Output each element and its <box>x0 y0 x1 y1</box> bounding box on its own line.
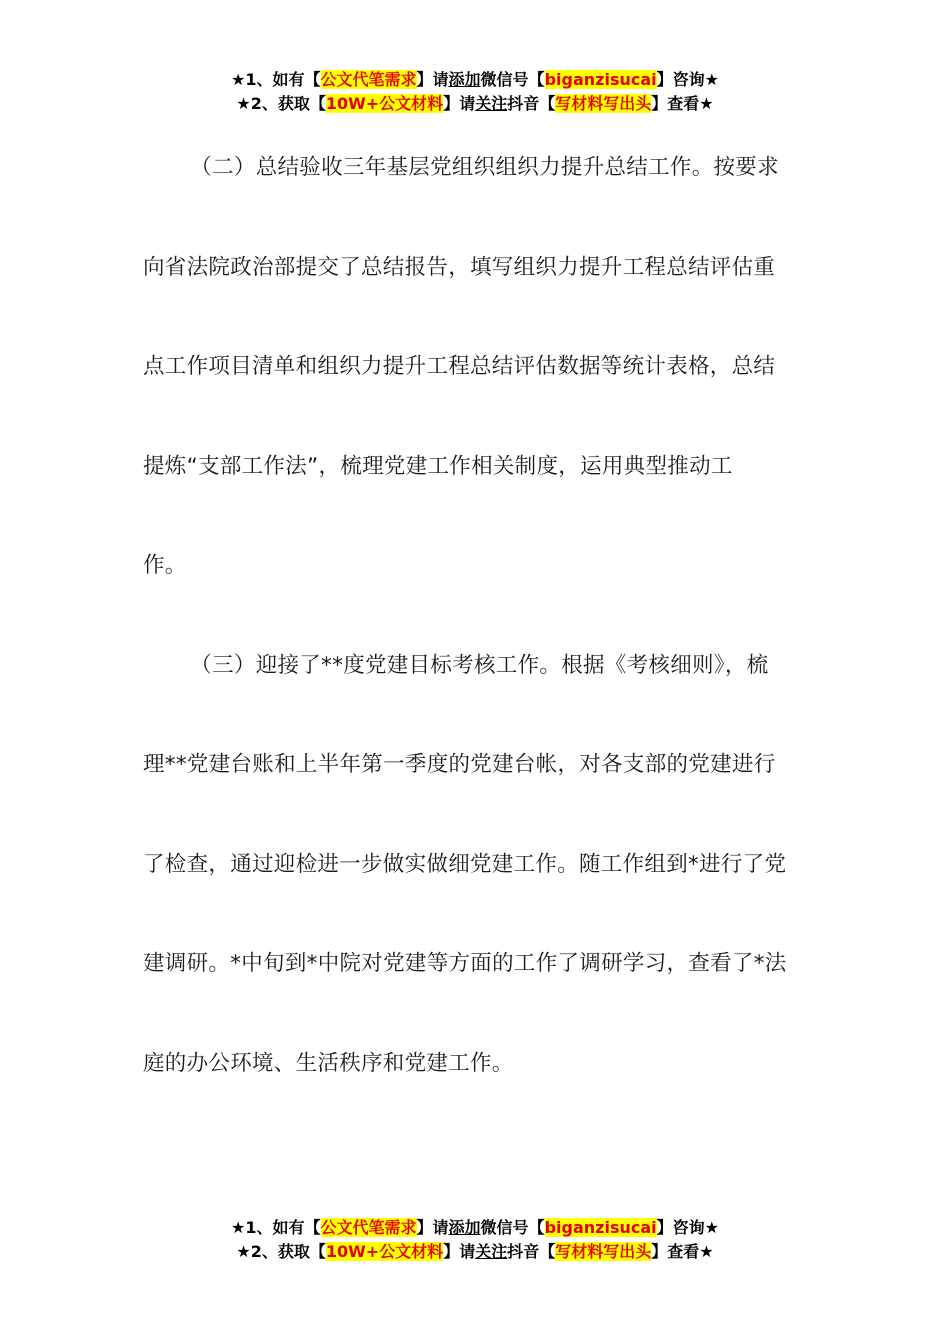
banner-text: ★2、获取【 <box>236 1242 326 1261</box>
banner-text: 】咨询★ <box>656 1218 719 1237</box>
banner-highlight: biganzisucai <box>544 70 657 89</box>
banner-highlight: biganzisucai <box>544 1218 657 1237</box>
banner-highlight: 公文代笔需求 <box>320 70 417 89</box>
banner-underline: 添加 <box>448 70 481 89</box>
banner-text: 】请 <box>443 94 476 113</box>
body-line: 向省法院政治部提交了总结报告，填写组织力提升工程总结评估重 <box>143 254 776 280</box>
body-line: 作。 <box>143 553 187 578</box>
banner-text: ★1、如有【 <box>231 1218 321 1237</box>
body-line: 了检查，通过迎检进一步做实做细党建工作。随工作组到*进行了党 <box>143 851 787 877</box>
body-line: 点工作项目清单和组织力提升工程总结评估数据等统计表格，总结 <box>143 354 776 379</box>
banner-highlight: 公文代笔需求 <box>320 1218 417 1237</box>
banner-text: 】查看★ <box>651 1242 714 1261</box>
body-line: （三）迎接了**度党建目标考核工作。根据《考核细则》，梳 <box>190 652 769 678</box>
banner-line-2 <box>0 1240 950 1264</box>
banner-underline: 添加 <box>448 1218 481 1237</box>
header-banner <box>0 68 950 116</box>
banner-text: 微信号【 <box>480 70 545 89</box>
banner-text: 】请 <box>416 70 449 89</box>
footer-banner <box>0 1216 950 1264</box>
banner-underline: 关注 <box>475 1242 508 1261</box>
banner-line-1 <box>0 68 950 92</box>
banner-text: 抖音【 <box>507 94 556 113</box>
banner-line-1 <box>0 1216 950 1240</box>
body-line: 理**党建台账和上半年第一季度的党建台帐，对各支部的党建进行 <box>143 752 776 777</box>
banner-highlight: 10W+公文材料 <box>325 1242 444 1261</box>
body-line: （二）总结验收三年基层党组织组织力提升总结工作。按要求 <box>190 155 779 180</box>
document-body <box>143 118 808 1113</box>
banner-text: ★2、获取【 <box>236 94 326 113</box>
banner-highlight: 写材料写出头 <box>555 94 652 113</box>
banner-highlight: 写材料写出头 <box>555 1242 652 1261</box>
banner-text: 抖音【 <box>507 1242 556 1261</box>
banner-text: 】咨询★ <box>656 70 719 89</box>
banner-line-2 <box>0 92 950 116</box>
banner-text: ★1、如有【 <box>231 70 321 89</box>
banner-text: 】请 <box>416 1218 449 1237</box>
banner-text: 】查看★ <box>651 94 714 113</box>
body-line: 庭的办公环境、生活秩序和党建工作。 <box>143 1050 514 1076</box>
body-line: 提炼“支部工作法”，梳理党建工作相关制度，运用典型推动工 <box>143 453 733 479</box>
body-line: 建调研。*中旬到*中院对党建等方面的工作了调研学习，查看了*法 <box>143 951 787 976</box>
banner-text: 微信号【 <box>480 1218 545 1237</box>
banner-text: 】请 <box>443 1242 476 1261</box>
banner-underline: 关注 <box>475 94 508 113</box>
banner-highlight: 10W+公文材料 <box>325 94 444 113</box>
